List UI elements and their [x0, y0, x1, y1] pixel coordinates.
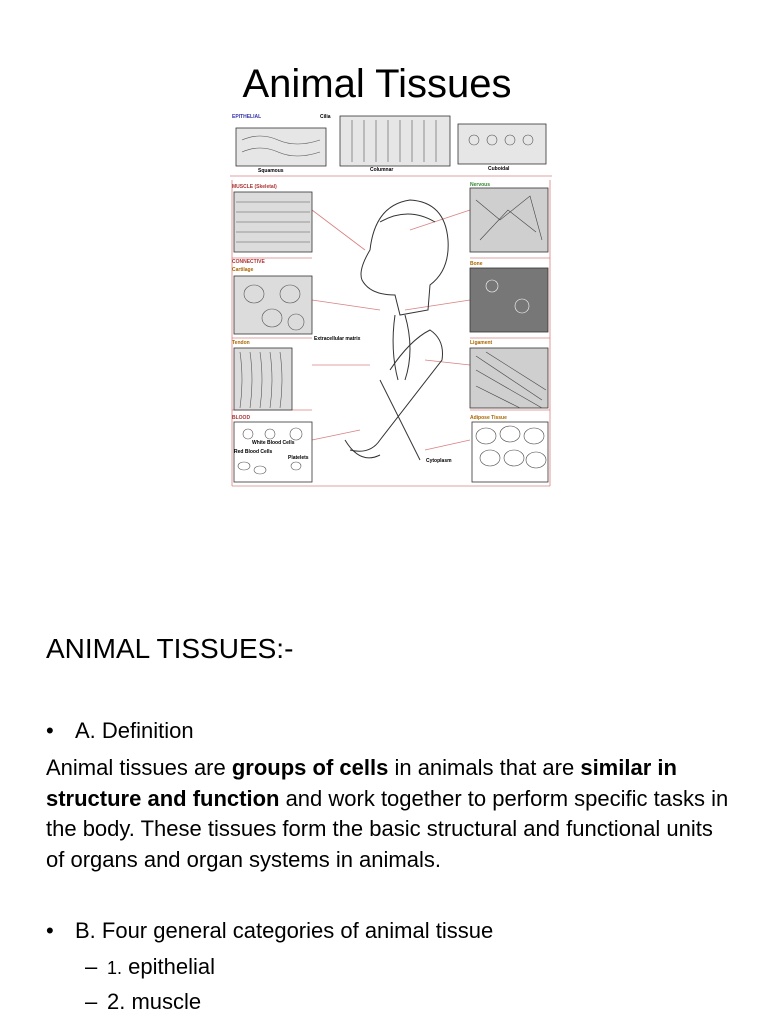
sub-item-number: 1. — [107, 958, 123, 978]
columnar-epithelium-drawing — [340, 116, 450, 166]
label-ligament: Ligament — [470, 340, 493, 346]
paragraph-text-3: and work together to perform specific tasks in the body. These tissues form the basic structural and functional units of organs and organ systems in animals. — [46, 785, 729, 872]
label-blood: BLOOD — [232, 415, 251, 421]
bullet-categories-label: B. Four general categories of animal tissue — [75, 918, 494, 943]
label-tendon: Tendon — [232, 340, 250, 346]
label-white-blood-cells: White Blood Cells — [252, 440, 295, 446]
cartilage-drawing — [234, 276, 312, 334]
bullet-categories — [46, 917, 493, 945]
bullet-marker: • — [46, 718, 54, 743]
label-adipose-tissue: Adipose Tissue — [470, 415, 507, 421]
slide-title: Animal Tissues — [242, 62, 512, 106]
dash-marker: – — [85, 954, 98, 979]
paragraph-bold-1: groups of cells — [231, 755, 389, 780]
label-bone: Bone — [470, 261, 483, 267]
label-extracellular-matrix: Extracellular matrix — [314, 336, 361, 342]
label-squamous: Squamous — [258, 168, 284, 174]
label-platelets: Platelets — [288, 455, 309, 461]
label-columnar: Columnar — [370, 167, 394, 173]
label-red-blood-cells: Red Blood Cells — [234, 449, 273, 455]
label-cytoplasm: Cytoplasm — [426, 458, 452, 464]
paragraph-text-1: Animal tissues are — [46, 755, 232, 780]
paragraph-bold-2: similar in structure and function — [46, 755, 677, 811]
label-epithelial: EPITHELIAL — [232, 114, 262, 120]
definition-paragraph — [46, 753, 736, 875]
label-cilia: Cilia — [320, 114, 331, 120]
animal-tissues-diagram — [230, 110, 552, 488]
section-heading: ANIMAL TISSUES:- — [46, 633, 294, 664]
label-nervous: Nervous — [470, 182, 491, 188]
bullet-definition — [46, 717, 194, 745]
bullet-marker: • — [46, 918, 54, 943]
sub-item-muscle — [85, 988, 201, 1016]
sub-item-number: 2. — [107, 989, 126, 1014]
bone-drawing — [470, 268, 548, 332]
bullet-definition-label: A. Definition — [75, 718, 194, 743]
tendon-drawing — [234, 348, 292, 410]
label-cartilage: Cartilage — [232, 267, 254, 273]
label-connective: CONNECTIVE — [232, 259, 265, 265]
paragraph-text-2: in animals that are — [388, 755, 581, 780]
human-figure-drawing — [345, 200, 448, 460]
label-cuboidal: Cuboidal — [488, 166, 510, 172]
label-muscle: MUSCLE (Skeletal) — [232, 184, 277, 190]
sub-item-epithelial — [85, 953, 215, 982]
sub-item-text: epithelial — [122, 954, 215, 979]
sub-item-text: muscle — [125, 989, 202, 1014]
squamous-epithelium-drawing — [236, 128, 326, 166]
dash-marker: – — [85, 989, 98, 1014]
